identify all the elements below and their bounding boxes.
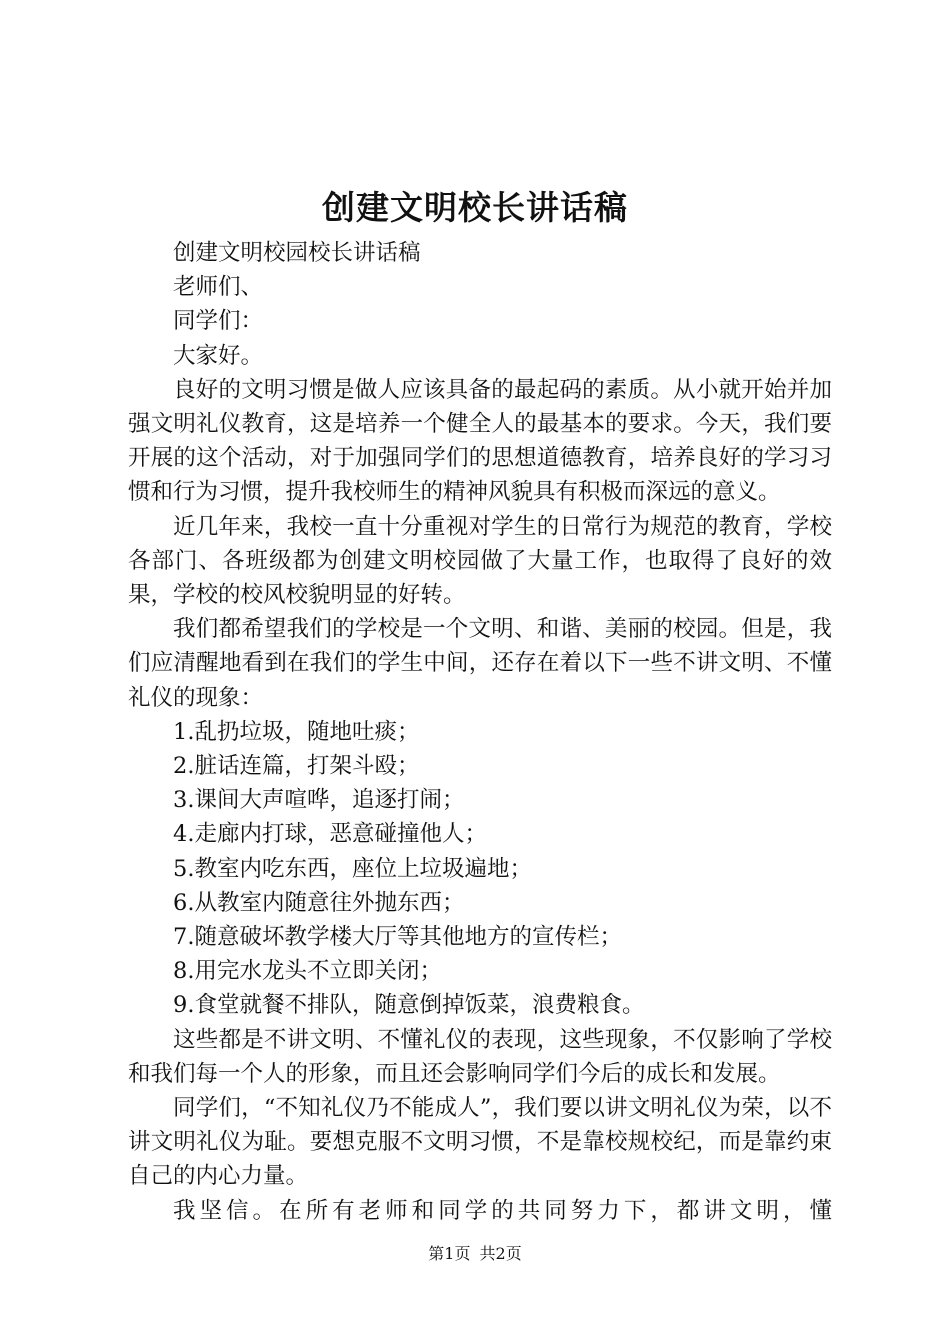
paragraph-body: 近几年来，我校一直十分重视对学生的日常行为规范的教育，学校各部门、各班级都为创建文明校园做了大量工作，也取得了良好的效果，学校的校风校貌明显的好转。 [128, 513, 832, 609]
paragraph-greeting: 大家好。 [173, 342, 264, 369]
paragraph-body: 我们都希望我们的学校是一个文明、和谐、美丽的校园。但是，我们应清醒地看到在我们的学生中间，还存在着以下一些不讲文明、不懂礼仪的现象： [128, 616, 832, 711]
document-title: 创建文明校长讲话稿 [322, 188, 628, 227]
page-footer [0, 1243, 950, 1265]
paragraph-body-continued: 我坚信。在所有老师和同学的共同努力下，都讲文明，懂 [173, 1197, 832, 1224]
list-item: 5.教室内吃东西，座位上垃圾遍地； [173, 855, 532, 882]
list-item: 6.从教室内随意往外抛东西； [173, 889, 465, 916]
paragraph-subtitle: 创建文明校园校长讲话稿 [173, 240, 421, 266]
list-item: 1.乱扔垃圾，随地吐痰； [173, 718, 420, 745]
list-item: 3.课间大声喧哗，追逐打闹； [173, 787, 465, 814]
paragraph-salutation-teachers: 老师们、 [173, 274, 264, 301]
list-item: 8.用完水龙头不立即关闭； [173, 958, 442, 985]
document-body [128, 236, 832, 1228]
list-item: 7.随意破坏教学楼大厅等其他地方的宣传栏； [173, 924, 622, 951]
paragraph-body: 这些都是不讲文明、不懂礼仪的表现，这些现象，不仅影响了学校和我们每一个人的形象，而且还会影响同学们今后的成长和发展。 [128, 1026, 832, 1087]
paragraph-body: 良好的文明习惯是做人应该具备的最起码的素质。从小就开始并加强文明礼仪教育，这是培养一个健全人的最基本的要求。今天，我们要开展的这个活动，对于加强同学们的思想道德教育，培养良好的学习习惯和行为习惯，提升我校师生的精神风貌具有积极而深远的意义。 [128, 376, 832, 506]
list-item: 9.食堂就餐不排队，随意倒掉饭菜，浪费粮食。 [173, 992, 645, 1019]
list-item: 2.脏话连篇，打架斗殴； [173, 753, 420, 780]
page-number-current: 第1页 [428, 1244, 471, 1263]
page-number-total: 共2页 [479, 1244, 522, 1263]
list-item: 4.走廊内打球，恶意碰撞他人； [173, 821, 487, 848]
paragraph-salutation-students: 同学们： [173, 308, 264, 335]
paragraph-body: 同学们，“不知礼仪乃不能成人”，我们要以讲文明礼仪为荣，以不讲文明礼仪为耻。要想克服不文明习惯，不是靠校规校纪，而是靠约束自己的内心力量。 [128, 1095, 832, 1190]
